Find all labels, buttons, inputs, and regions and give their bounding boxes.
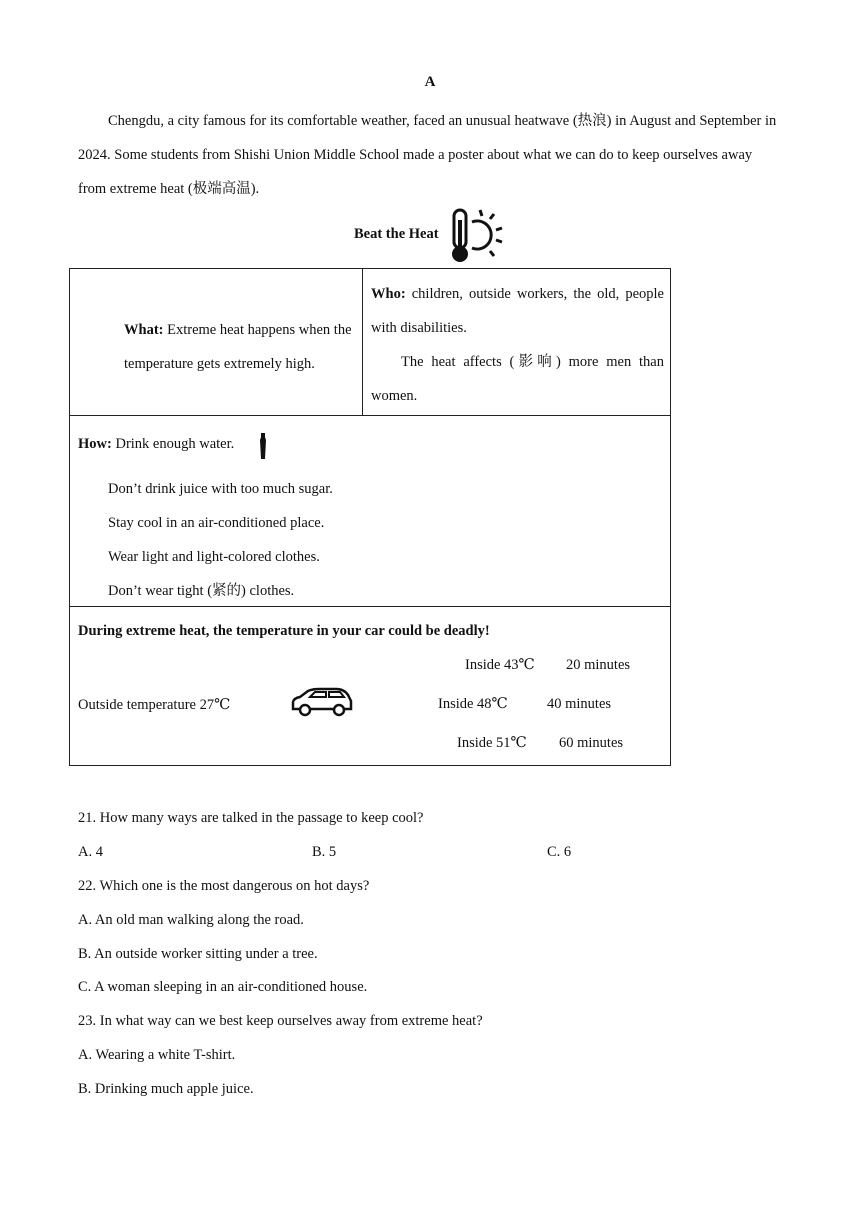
car-icon: [290, 687, 354, 722]
how-item: Drink enough water.: [115, 436, 235, 452]
inside-temperature: Inside 51℃: [457, 735, 527, 751]
what-label: What:: [124, 322, 164, 338]
inside-duration: 40 minutes: [547, 696, 612, 712]
section-title: A: [424, 74, 436, 90]
inside-duration: 60 minutes: [559, 735, 624, 751]
who-label: Who:: [371, 286, 406, 302]
answer-option: A. 4: [78, 844, 103, 860]
answer-option: C. A woman sleeping in an air-conditioned house.: [78, 979, 368, 995]
inside-duration: 20 minutes: [566, 657, 631, 673]
inside-temperature: Inside 48℃: [438, 696, 508, 712]
how-item: Stay cool in an air-conditioned place.: [108, 515, 325, 531]
car-heading: During extreme heat, the temperature in your car could be deadly!: [78, 623, 490, 639]
what-text: Extreme heat happens when the temperature gets extremely high.: [124, 322, 352, 372]
how-cell: [70, 416, 671, 607]
car-cell: [70, 607, 671, 766]
answer-option: C. 6: [547, 844, 572, 860]
what-cell: [70, 269, 363, 416]
intro-text: Chengdu, a city famous for its comfortable weather, faced an unusual heatwave (热浪) in August and September in 2024. Some students from Shishi Union Middle School made a poster about what we can do to keep ourselves away from extreme heat (极端高温).: [78, 113, 777, 197]
thermometer-sun-icon: [448, 206, 506, 269]
answer-option: B. 5: [312, 844, 337, 860]
answer-option: A. An old man walking along the road.: [78, 912, 304, 928]
how-item: Don’t wear tight (紧的) clothes.: [108, 583, 295, 599]
answer-option: B. Drinking much apple juice.: [78, 1081, 254, 1097]
outside-temperature: Outside temperature 27℃: [78, 697, 231, 713]
intro-paragraph: [78, 104, 778, 206]
poster-table: [69, 268, 671, 766]
who-cell: [363, 269, 671, 416]
answer-option: A. Wearing a white T-shirt.: [78, 1047, 236, 1063]
how-item: Wear light and light-colored clothes.: [108, 549, 320, 565]
how-label: How:: [78, 436, 112, 452]
inside-temperature: Inside 43℃: [465, 657, 535, 673]
who-text: children, outside workers, the old, people with disabilities.: [371, 286, 664, 336]
question-stem: 21. How many ways are talked in the passage to keep cool?: [78, 810, 424, 826]
how-item: Don’t drink juice with too much sugar.: [108, 481, 333, 497]
poster-title: Beat the Heat: [354, 226, 439, 242]
water-bottle-icon: [258, 432, 268, 465]
question-stem: 23. In what way can we best keep ourselves away from extreme heat?: [78, 1013, 483, 1029]
who-note: The heat affects (影响) more men than women.: [371, 354, 664, 404]
question-stem: 22. Which one is the most dangerous on hot days?: [78, 878, 370, 894]
answer-option: B. An outside worker sitting under a tree.: [78, 946, 318, 962]
